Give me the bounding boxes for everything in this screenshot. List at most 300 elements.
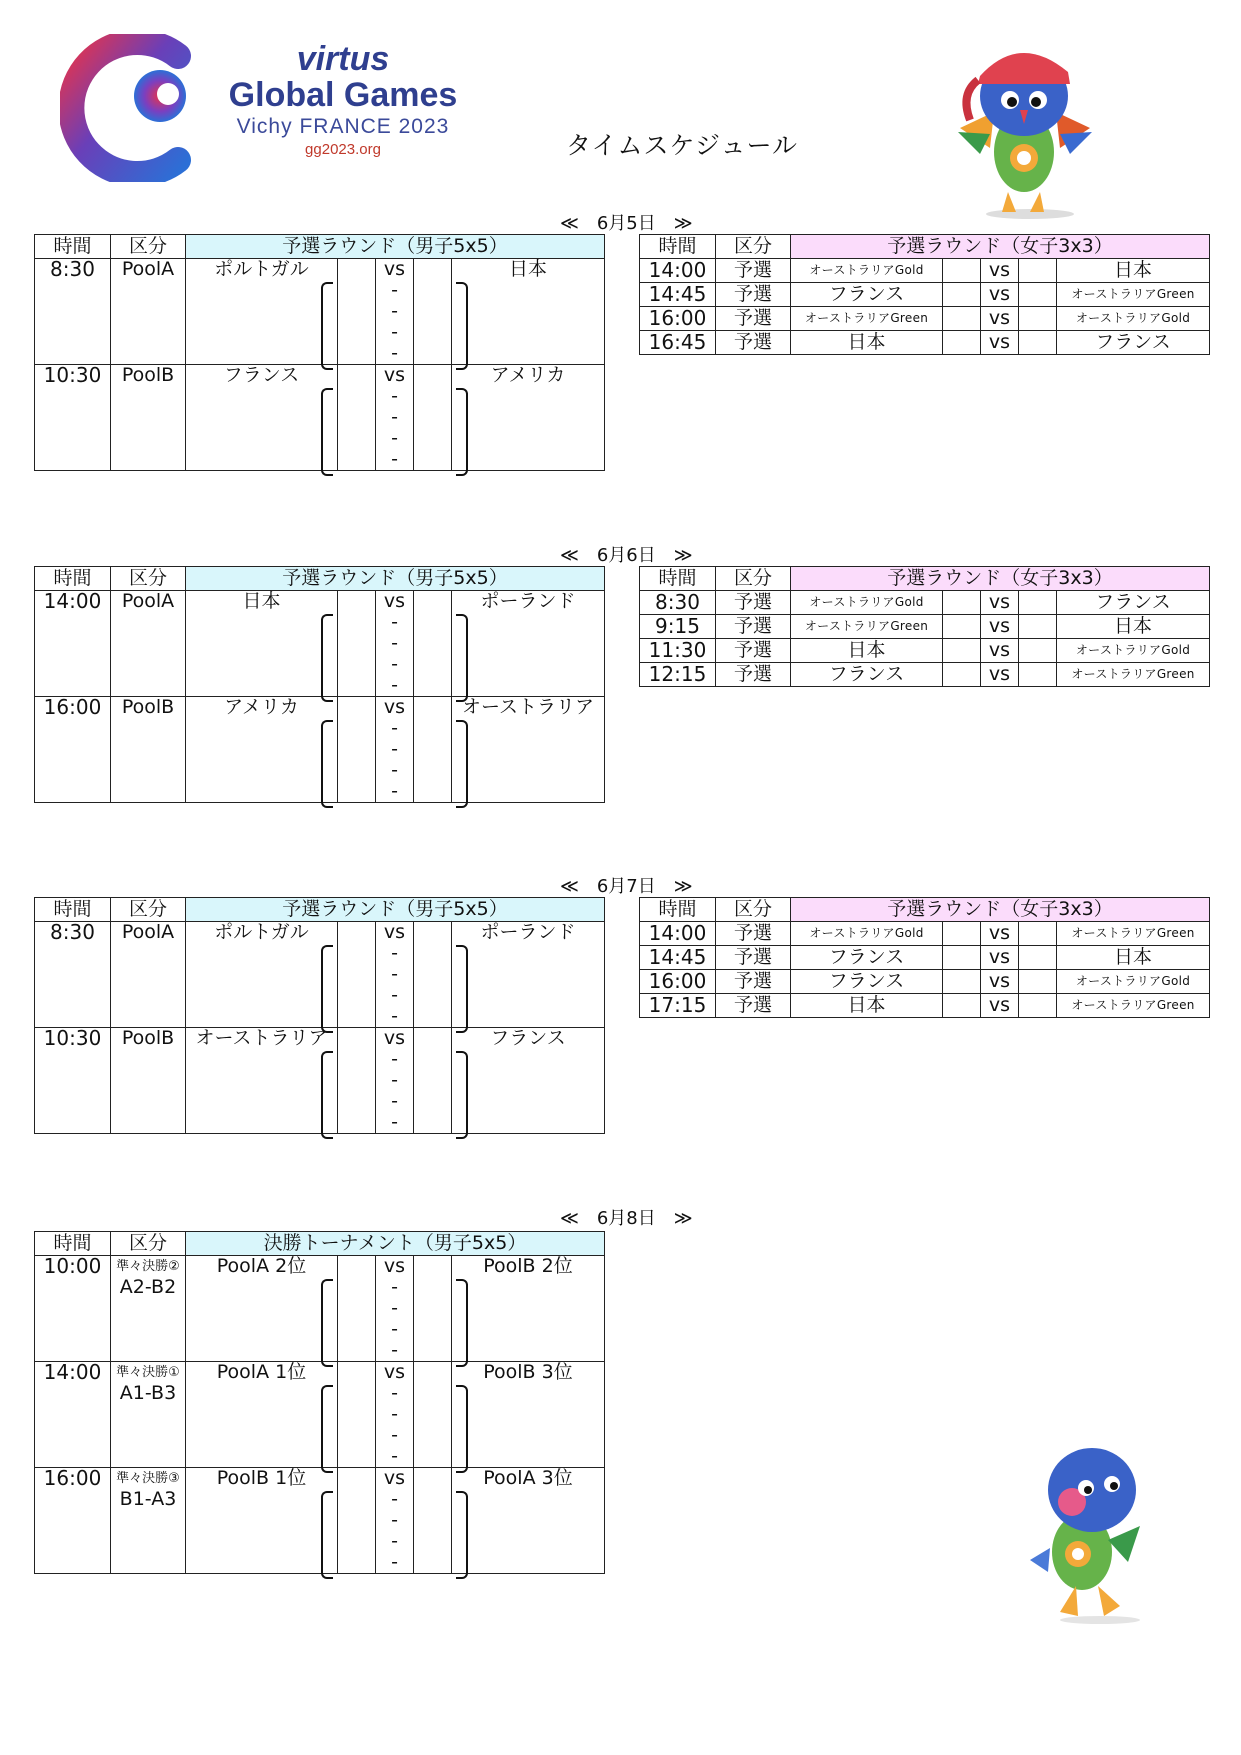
score-cell (338, 985, 376, 1006)
score-bracket-cell (186, 964, 338, 985)
score-cell (414, 1404, 452, 1425)
score-cell (338, 1319, 376, 1340)
team-home: PoolB 1位 (186, 1468, 338, 1490)
score-cell (414, 1006, 452, 1028)
vs-label: vs (376, 1362, 414, 1384)
score-cell (943, 283, 981, 307)
blank-cell (35, 760, 111, 781)
team-away: ポーランド (452, 591, 605, 613)
score-cell (338, 943, 376, 964)
team-home: フランス (186, 365, 338, 387)
dash-label: - (376, 654, 414, 675)
vs-label: vs (981, 946, 1019, 970)
vs-label: vs (981, 331, 1019, 355)
time-header: 時間 (640, 235, 716, 259)
score-cell (338, 1277, 376, 1298)
blank-cell (111, 739, 186, 760)
score-cell (338, 386, 376, 407)
category-header: 区分 (111, 235, 186, 259)
score-cell (338, 1531, 376, 1552)
round-header: 予選ラウンド（女子3x3） (791, 567, 1210, 591)
score-bracket-cell (452, 1446, 605, 1468)
vs-label: vs (981, 591, 1019, 615)
score-bracket-cell (186, 1510, 338, 1531)
score-bracket-cell (452, 1277, 605, 1298)
team-home: フランス (791, 663, 943, 687)
blank-cell (35, 428, 111, 449)
dash-label: - (376, 1552, 414, 1574)
match-time: 14:00 (640, 922, 716, 946)
score-bracket-cell (186, 1340, 338, 1362)
score-cell (943, 922, 981, 946)
vs-label: vs (981, 663, 1019, 687)
vs-label: vs (376, 1468, 414, 1490)
score-bracket-cell (452, 1006, 605, 1028)
blank-cell (35, 386, 111, 407)
match-time: 14:00 (640, 259, 716, 283)
vs-label: vs (376, 1028, 414, 1050)
pool-label: PoolA (111, 922, 186, 944)
score-cell (414, 1552, 452, 1574)
team-home: フランス (791, 946, 943, 970)
pool-label: PoolB (111, 1028, 186, 1050)
score-bracket-cell (452, 1298, 605, 1319)
blank-cell (35, 343, 111, 365)
time-header: 時間 (35, 898, 111, 922)
score-cell (414, 428, 452, 449)
score-bracket-cell (452, 1552, 605, 1574)
blank-cell (35, 407, 111, 428)
team-home: フランス (791, 970, 943, 994)
blank-cell (35, 1049, 111, 1070)
score-cell (414, 1383, 452, 1404)
team-away: ポーランド (452, 922, 605, 944)
team-away: PoolB 2位 (452, 1256, 605, 1278)
match-time: 10:00 (35, 1256, 111, 1278)
score-cell (338, 301, 376, 322)
match-code: A2-B2 (111, 1277, 186, 1298)
vs-label: vs (981, 922, 1019, 946)
score-bracket-cell (452, 654, 605, 675)
score-bracket-cell (186, 1277, 338, 1298)
blank-cell (111, 1446, 186, 1468)
women-schedule-table (639, 234, 1210, 355)
score-cell (943, 970, 981, 994)
score-cell (414, 1425, 452, 1446)
score-bracket-cell (186, 1404, 338, 1425)
score-cell (414, 739, 452, 760)
score-cell (338, 1446, 376, 1468)
women-schedule-table (639, 566, 1210, 687)
score-cell (414, 985, 452, 1006)
score-bracket-cell (186, 943, 338, 964)
score-bracket-cell (452, 428, 605, 449)
blank-cell (35, 1383, 111, 1404)
match-time: 8:30 (640, 591, 716, 615)
time-header: 時間 (35, 1232, 111, 1256)
score-cell (338, 343, 376, 365)
pool-label: PoolA (111, 259, 186, 281)
team-away: PoolA 3位 (452, 1468, 605, 1490)
score-bracket-cell (186, 301, 338, 322)
score-cell (943, 994, 981, 1018)
blank-cell (111, 943, 186, 964)
score-cell (338, 259, 376, 281)
score-cell (414, 1468, 452, 1490)
dash-label: - (376, 1006, 414, 1028)
score-bracket-cell (186, 760, 338, 781)
score-bracket-cell (186, 1112, 338, 1134)
score-bracket-cell (452, 964, 605, 985)
match-time: 8:30 (35, 922, 111, 944)
team-away: オーストラリアGreen (1057, 283, 1210, 307)
match-time: 16:00 (35, 1468, 111, 1490)
score-cell (338, 675, 376, 697)
blank-cell (111, 1404, 186, 1425)
dash-label: - (376, 1340, 414, 1362)
blank-cell (111, 1006, 186, 1028)
dash-label: - (376, 718, 414, 739)
team-home: アメリカ (186, 697, 338, 719)
blank-cell (111, 1112, 186, 1134)
blank-cell (111, 718, 186, 739)
match-time: 16:00 (640, 307, 716, 331)
score-bracket-cell (186, 449, 338, 471)
score-cell (1019, 946, 1057, 970)
dash-label: - (376, 675, 414, 697)
score-cell (414, 718, 452, 739)
blank-cell (111, 386, 186, 407)
score-cell (338, 1404, 376, 1425)
score-bracket-cell (452, 386, 605, 407)
score-cell (338, 922, 376, 944)
score-cell (414, 922, 452, 944)
dash-label: - (376, 1425, 414, 1446)
time-header: 時間 (35, 567, 111, 591)
match-time: 14:00 (35, 591, 111, 613)
blank-cell (111, 612, 186, 633)
score-bracket-cell (452, 1112, 605, 1134)
pool-label: PoolB (111, 697, 186, 719)
score-bracket-cell (452, 1404, 605, 1425)
score-cell (338, 407, 376, 428)
blank-cell (111, 964, 186, 985)
round-header: 予選ラウンド（男子5x5） (186, 567, 605, 591)
score-cell (414, 675, 452, 697)
day-label: ≪ 6月7日 ≫ (560, 876, 693, 897)
team-home: 日本 (791, 639, 943, 663)
blank-cell (35, 612, 111, 633)
round-header: 決勝トーナメント（男子5x5） (186, 1232, 605, 1256)
score-cell (414, 1112, 452, 1134)
blank-cell (111, 1070, 186, 1091)
score-cell (943, 615, 981, 639)
score-bracket-cell (452, 633, 605, 654)
vs-label: vs (981, 615, 1019, 639)
score-cell (1019, 639, 1057, 663)
vs-label: vs (981, 259, 1019, 283)
score-bracket-cell (186, 633, 338, 654)
score-cell (338, 1091, 376, 1112)
score-cell (414, 343, 452, 365)
score-bracket-cell (452, 1319, 605, 1340)
score-bracket-cell (452, 301, 605, 322)
score-cell (338, 591, 376, 613)
dash-label: - (376, 781, 414, 803)
dash-label: - (376, 1489, 414, 1510)
blank-cell (111, 1049, 186, 1070)
score-cell (943, 591, 981, 615)
dash-label: - (376, 943, 414, 964)
score-bracket-cell (186, 386, 338, 407)
brand-global-games: Global Games (228, 76, 458, 114)
score-cell (414, 1489, 452, 1510)
team-home: PoolA 1位 (186, 1362, 338, 1384)
blank-cell (111, 428, 186, 449)
score-bracket-cell (186, 1383, 338, 1404)
score-cell (338, 718, 376, 739)
score-cell (943, 331, 981, 355)
score-cell (338, 1006, 376, 1028)
team-home: オーストラリアGold (791, 259, 943, 283)
time-header: 時間 (35, 235, 111, 259)
score-bracket-cell (186, 1091, 338, 1112)
dash-label: - (376, 1446, 414, 1468)
dash-label: - (376, 964, 414, 985)
score-cell (338, 1362, 376, 1384)
brand-url: gg2023.org (305, 141, 381, 158)
blank-cell (35, 1404, 111, 1425)
team-away: オーストラリアGreen (1057, 994, 1210, 1018)
score-cell (338, 739, 376, 760)
category-header: 区分 (111, 898, 186, 922)
team-home: オーストラリアGold (791, 591, 943, 615)
team-home: 日本 (791, 331, 943, 355)
score-cell (414, 301, 452, 322)
score-cell (338, 654, 376, 675)
score-bracket-cell (452, 1531, 605, 1552)
dash-label: - (376, 739, 414, 760)
team-away: 日本 (1057, 259, 1210, 283)
blank-cell (35, 1531, 111, 1552)
score-bracket-cell (186, 1298, 338, 1319)
blank-cell (111, 1091, 186, 1112)
women-schedule-table (639, 897, 1210, 1018)
score-bracket-cell (186, 407, 338, 428)
score-bracket-cell (452, 1070, 605, 1091)
men-schedule-table (34, 897, 605, 1134)
score-cell (338, 612, 376, 633)
score-bracket-cell (452, 407, 605, 428)
round-header: 予選ラウンド（男子5x5） (186, 235, 605, 259)
score-bracket-cell (452, 449, 605, 471)
finals-schedule-table (34, 1231, 605, 1574)
match-time: 14:45 (640, 946, 716, 970)
blank-cell (35, 322, 111, 343)
dash-label: - (376, 301, 414, 322)
team-away: フランス (1057, 331, 1210, 355)
stage-label: 準々決勝① (111, 1362, 186, 1384)
blank-cell (111, 1552, 186, 1574)
score-cell (414, 1091, 452, 1112)
score-cell (414, 781, 452, 803)
pool-label: PoolB (111, 365, 186, 387)
score-cell (338, 1425, 376, 1446)
blank-cell (35, 1489, 111, 1510)
team-home: オーストラリア (186, 1028, 338, 1050)
blank-cell (111, 322, 186, 343)
score-cell (414, 365, 452, 387)
score-cell (414, 322, 452, 343)
team-home: PoolA 2位 (186, 1256, 338, 1278)
blank-cell (35, 1446, 111, 1468)
score-cell (943, 259, 981, 283)
dash-label: - (376, 343, 414, 365)
team-home: ポルトガル (186, 259, 338, 281)
score-cell (1019, 331, 1057, 355)
score-cell (338, 1340, 376, 1362)
score-bracket-cell (186, 343, 338, 365)
blank-cell (111, 633, 186, 654)
score-bracket-cell (452, 1425, 605, 1446)
score-bracket-cell (186, 1489, 338, 1510)
blank-cell (111, 280, 186, 301)
team-away: PoolB 3位 (452, 1362, 605, 1384)
team-home: フランス (791, 283, 943, 307)
score-cell (414, 1319, 452, 1340)
score-bracket-cell (186, 1446, 338, 1468)
score-cell (338, 449, 376, 471)
dash-label: - (376, 985, 414, 1006)
blank-cell (35, 964, 111, 985)
dash-label: - (376, 1049, 414, 1070)
team-home: オーストラリアGreen (791, 307, 943, 331)
dash-label: - (376, 1277, 414, 1298)
blank-cell (35, 943, 111, 964)
category-label: 予選 (716, 946, 791, 970)
dash-label: - (376, 612, 414, 633)
score-cell (1019, 994, 1057, 1018)
score-bracket-cell (186, 1006, 338, 1028)
score-cell (414, 654, 452, 675)
score-bracket-cell (452, 1049, 605, 1070)
score-bracket-cell (452, 612, 605, 633)
vs-label: vs (981, 639, 1019, 663)
category-label: 予選 (716, 639, 791, 663)
blank-cell (111, 985, 186, 1006)
score-cell (1019, 259, 1057, 283)
score-cell (338, 1383, 376, 1404)
score-cell (338, 428, 376, 449)
match-code: A1-B3 (111, 1383, 186, 1404)
match-time: 8:30 (35, 259, 111, 281)
score-bracket-cell (452, 1489, 605, 1510)
score-cell (338, 322, 376, 343)
team-away: オーストラリアGold (1057, 639, 1210, 663)
blank-cell (35, 1425, 111, 1446)
score-cell (414, 449, 452, 471)
dash-label: - (376, 1070, 414, 1091)
score-cell (414, 386, 452, 407)
day-label: ≪ 6月5日 ≫ (560, 213, 693, 234)
category-label: 予選 (716, 663, 791, 687)
score-cell (414, 1510, 452, 1531)
dash-label: - (376, 428, 414, 449)
round-header: 予選ラウンド（男子5x5） (186, 898, 605, 922)
score-bracket-cell (186, 1425, 338, 1446)
score-bracket-cell (186, 1531, 338, 1552)
score-bracket-cell (186, 781, 338, 803)
score-bracket-cell (452, 1510, 605, 1531)
brand-virtus: virtus (296, 40, 390, 78)
score-cell (338, 1049, 376, 1070)
mascot-bird-running-icon (1020, 1430, 1170, 1630)
dash-label: - (376, 407, 414, 428)
match-code: B1-A3 (111, 1489, 186, 1510)
team-away: フランス (452, 1028, 605, 1050)
blank-cell (35, 1091, 111, 1112)
blank-cell (35, 1006, 111, 1028)
score-cell (414, 1070, 452, 1091)
day-label: ≪ 6月8日 ≫ (560, 1208, 693, 1229)
blank-cell (35, 1319, 111, 1340)
match-time: 14:00 (35, 1362, 111, 1384)
team-away: オーストラリアGold (1057, 307, 1210, 331)
score-cell (414, 1531, 452, 1552)
team-away: オーストラリア (452, 697, 605, 719)
score-bracket-cell (186, 654, 338, 675)
category-label: 予選 (716, 331, 791, 355)
blank-cell (35, 985, 111, 1006)
score-bracket-cell (452, 280, 605, 301)
match-time: 14:45 (640, 283, 716, 307)
blank-cell (111, 449, 186, 471)
score-cell (414, 1028, 452, 1050)
round-header: 予選ラウンド（女子3x3） (791, 898, 1210, 922)
blank-cell (35, 781, 111, 803)
blank-cell (111, 1510, 186, 1531)
team-home: 日本 (791, 994, 943, 1018)
score-cell (338, 1112, 376, 1134)
blank-cell (111, 781, 186, 803)
stage-label: 準々決勝② (111, 1256, 186, 1278)
team-away: 日本 (1057, 946, 1210, 970)
category-header: 区分 (111, 1232, 186, 1256)
score-cell (338, 1489, 376, 1510)
score-cell (338, 760, 376, 781)
score-bracket-cell (186, 718, 338, 739)
vs-label: vs (981, 307, 1019, 331)
score-cell (338, 280, 376, 301)
page-title: タイムスケジュール (566, 131, 799, 160)
score-bracket-cell (186, 280, 338, 301)
score-cell (414, 964, 452, 985)
blank-cell (35, 301, 111, 322)
score-bracket-cell (186, 1552, 338, 1574)
score-cell (1019, 283, 1057, 307)
score-bracket-cell (452, 1091, 605, 1112)
blank-cell (35, 449, 111, 471)
team-away: オーストラリアGreen (1057, 922, 1210, 946)
match-time: 12:15 (640, 663, 716, 687)
category-header: 区分 (716, 235, 791, 259)
score-cell (1019, 970, 1057, 994)
score-cell (414, 612, 452, 633)
blank-cell (111, 1531, 186, 1552)
blank-cell (35, 718, 111, 739)
score-cell (414, 591, 452, 613)
score-bracket-cell (186, 985, 338, 1006)
